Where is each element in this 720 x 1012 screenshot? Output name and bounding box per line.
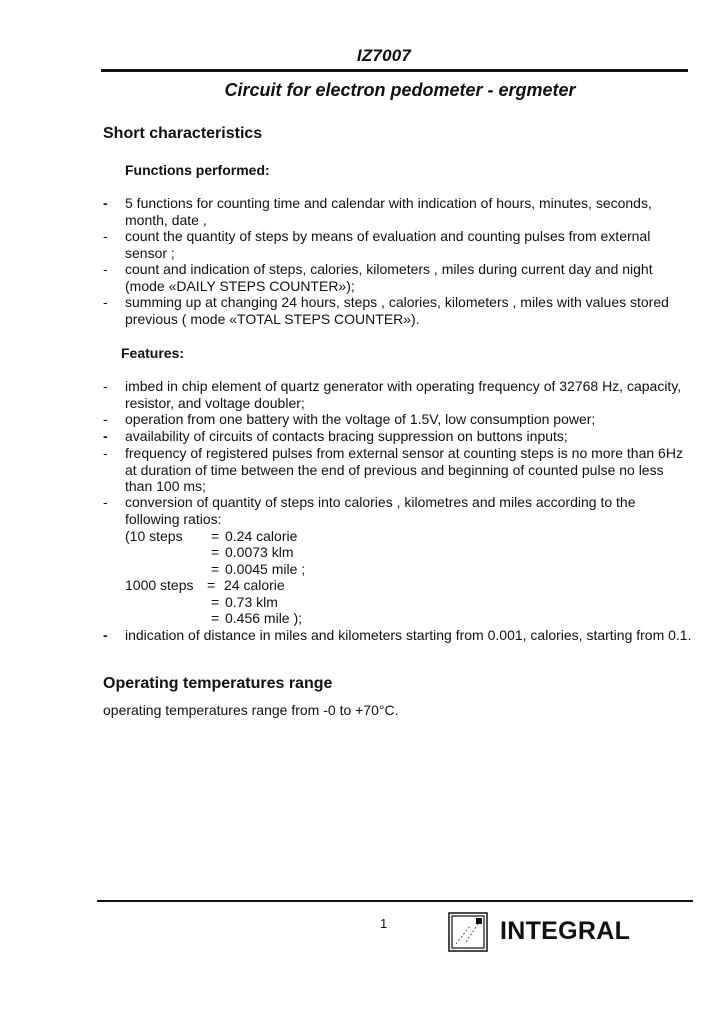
list-item-text: 5 functions for counting time and calendar with indication of hours, minutes, seconds, month, date , (125, 195, 652, 228)
list-item (103, 445, 693, 496)
list-item-text: frequency of registered pulses from external sensor at counting steps is no more than 6Hz at duration of time between the end of previous and beginning of counted pulse no less than 100 ms; (125, 445, 683, 495)
ratio-row (125, 544, 425, 561)
ratio-equals: = (211, 561, 220, 577)
ratio-value: 0.0045 mile ; (225, 561, 306, 577)
brand-name: INTEGRAL (500, 917, 631, 945)
ratio-equals: = (211, 528, 220, 544)
list-item-text: conversion of quantity of steps into calories , kilometres and miles according to the following ratios: (125, 494, 636, 527)
list-item (103, 294, 693, 328)
list-item-text: indication of distance in miles and kilometers starting from 0.001, calories, starting from 0.1. (125, 627, 692, 643)
list-bullet: - (103, 195, 108, 211)
list-bullet: - (103, 378, 108, 394)
list-item-text: summing up at changing 24 hours, steps , calories, kilometers , miles with values stored previous ( mode «TOTAL STEPS COUNTER»). (125, 294, 669, 327)
ratio-row (125, 561, 425, 578)
list-bullet: - (103, 228, 108, 244)
features-heading: Features: (121, 345, 185, 361)
list-bullet: - (103, 428, 108, 444)
ratio-value: 0.24 calorie (225, 528, 298, 544)
page-number: 1 (380, 916, 388, 931)
ratio-row (125, 610, 425, 627)
ratio-row (125, 577, 425, 594)
part-number: IZ7007 (356, 46, 412, 65)
operating-temperatures-heading: Operating temperatures range (103, 675, 333, 692)
list-bullet: - (103, 261, 108, 277)
ratio-equals: = (211, 594, 220, 610)
ratio-row (125, 594, 425, 611)
ratio-equals: = (211, 610, 220, 626)
list-item (103, 195, 693, 229)
list-item (103, 378, 693, 412)
list-item (103, 228, 693, 262)
operating-temperatures-text: operating temperatures range from -0 to +70°C. (103, 702, 399, 718)
ratio-equals: = (207, 577, 216, 593)
list-bullet: - (103, 411, 108, 427)
header-rule (101, 69, 688, 72)
ratio-value: 24 calorie (224, 577, 285, 593)
list-bullet: - (103, 494, 108, 510)
list-item (103, 411, 693, 428)
list-bullet: - (103, 294, 108, 310)
list-item-text: availability of circuits of contacts bracing suppression on buttons inputs; (125, 428, 568, 444)
list-bullet: - (103, 627, 108, 643)
list-item-text: count the quantity of steps by means of evaluation and counting pulses from external sensor ; (125, 228, 651, 261)
integral-logo-icon (448, 912, 488, 952)
ratio-value: 0.73 klm (225, 594, 278, 610)
list-item-text: count and indication of steps, calories, kilometers , miles during current day and night (mode «DAILY STEPS COUNTER»); (125, 261, 653, 294)
list-item (103, 494, 693, 528)
list-item (103, 428, 693, 445)
list-item-text: imbed in chip element of quartz generator with operating frequency of 32768 Hz, capacity, resistor, and voltage doubler; (125, 378, 682, 411)
list-item (103, 261, 693, 295)
integral-logo (448, 912, 638, 952)
list-item-text: operation from one battery with the voltage of 1.5V, low consumption power; (125, 411, 596, 427)
ratio-steps: (10 steps (125, 528, 183, 544)
list-item (103, 627, 693, 661)
document-title: Circuit for electron pedometer - ergmeter (224, 80, 576, 100)
ratio-steps: 1000 steps (125, 577, 194, 593)
ratio-equals: = (211, 544, 220, 560)
footer-rule (97, 900, 693, 902)
list-bullet: - (103, 445, 108, 461)
short-characteristics-heading: Short characteristics (103, 125, 263, 142)
functions-heading: Functions performed: (125, 162, 270, 178)
ratio-value: 0.456 mile ); (225, 610, 303, 626)
ratio-value: 0.0073 klm (225, 544, 294, 560)
ratio-row (125, 528, 425, 545)
